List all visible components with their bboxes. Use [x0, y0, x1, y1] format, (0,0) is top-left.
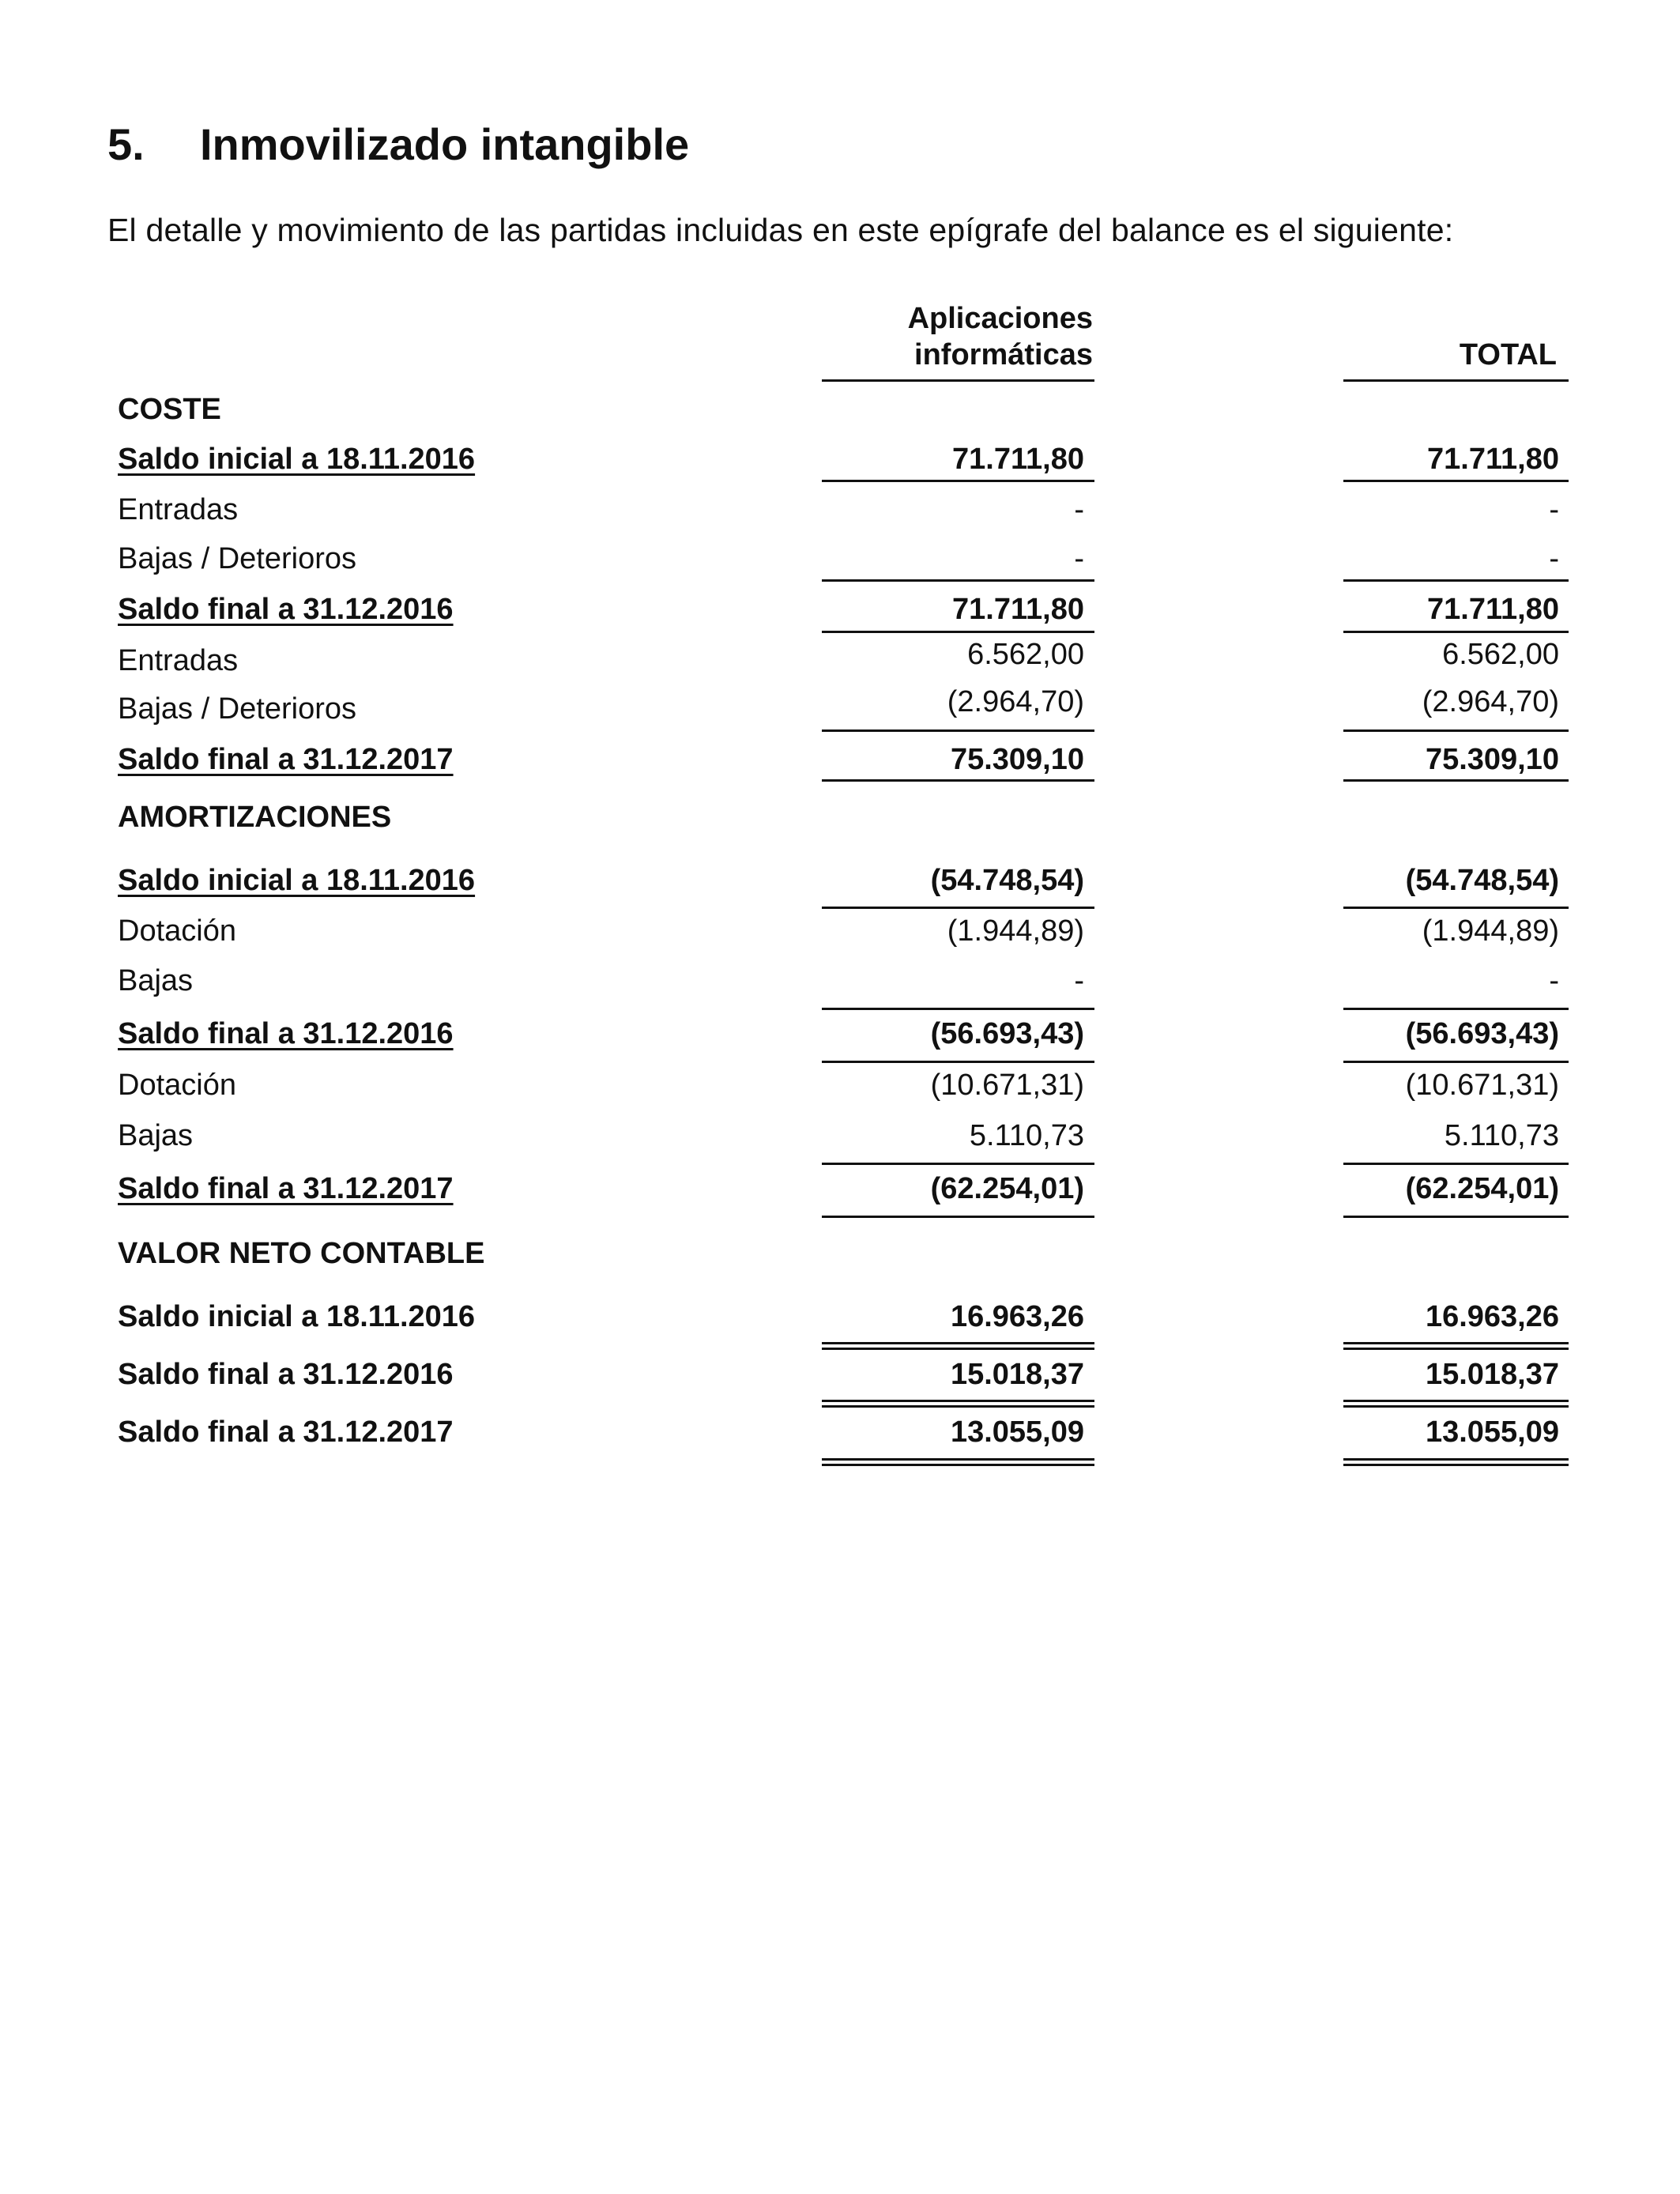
cell-total: 15.018,37 [1425, 1358, 1559, 1391]
row-label: Bajas [118, 1119, 194, 1152]
cell-total: (10.671,31) [1405, 1069, 1559, 1102]
row-label: Saldo inicial a 18.11.2016 [118, 864, 476, 897]
row-rule [822, 579, 1094, 582]
row-double-rule [1343, 1400, 1569, 1408]
row-label: Saldo final a 31.12.2016 [118, 593, 454, 626]
row-rule [1343, 907, 1569, 909]
heading-number: 5. [107, 119, 145, 169]
row-label: Bajas / Deterioros [118, 692, 357, 726]
cell-aplicaciones: 6.562,00 [967, 638, 1084, 671]
row-double-rule [822, 1342, 1094, 1350]
row-rule [1343, 579, 1569, 582]
cell-aplicaciones: (56.693,43) [930, 1017, 1084, 1050]
heading-title: Inmovilizado intangible [200, 119, 690, 169]
row-label: Dotación [118, 914, 236, 948]
row-rule [1343, 480, 1569, 482]
section-coste: COSTE [118, 393, 221, 426]
row-label: Bajas [118, 964, 194, 997]
header-rule [822, 379, 1094, 382]
cell-total: 6.562,00 [1442, 638, 1559, 671]
row-rule [822, 779, 1094, 782]
cell-aplicaciones: 5.110,73 [969, 1119, 1084, 1152]
row-label: Bajas / Deterioros [118, 542, 357, 575]
row-label: Saldo final a 31.12.2017 [118, 1416, 454, 1449]
cell-aplicaciones: 13.055,09 [950, 1416, 1084, 1449]
cell-aplicaciones: (1.944,89) [947, 914, 1084, 948]
row-label: Saldo final a 31.12.2017 [118, 1172, 454, 1205]
row-rule [822, 631, 1094, 633]
row-rule [822, 907, 1094, 909]
column-header-aplicaciones-line2: informáticas [914, 338, 1093, 371]
cell-total: (62.254,01) [1405, 1172, 1559, 1205]
cell-aplicaciones: - [1074, 964, 1084, 997]
row-rule [1343, 1008, 1569, 1010]
cell-total: - [1549, 964, 1559, 997]
cell-total: 13.055,09 [1425, 1416, 1559, 1449]
column-header-aplicaciones-line1: Aplicaciones [907, 302, 1093, 335]
cell-aplicaciones: (2.964,70) [947, 685, 1084, 718]
row-double-rule [822, 1400, 1094, 1408]
row-label: Saldo final a 31.12.2017 [118, 743, 454, 776]
row-rule [822, 1061, 1094, 1063]
cell-aplicaciones: (54.748,54) [930, 864, 1084, 897]
cell-total: 5.110,73 [1444, 1119, 1559, 1152]
row-rule [822, 1008, 1094, 1010]
cell-total: 16.963,26 [1425, 1300, 1559, 1333]
cell-aplicaciones: 71.711,80 [952, 593, 1084, 626]
intro-paragraph: El detalle y movimiento de las partidas incluidas en este epígrafe del balance es el siguiente: [107, 212, 1454, 248]
row-label: Saldo final a 31.12.2016 [118, 1017, 454, 1050]
row-rule [1343, 779, 1569, 782]
row-rule [1343, 631, 1569, 633]
section-valor-neto-contable: VALOR NETO CONTABLE [118, 1237, 485, 1270]
row-double-rule [1343, 1342, 1569, 1350]
cell-total: - [1549, 493, 1559, 526]
row-label: Saldo inicial a 18.11.2016 [118, 1300, 476, 1333]
row-rule [822, 480, 1094, 482]
column-header-total: TOTAL [1459, 338, 1557, 371]
column-header-aplicaciones [822, 300, 1093, 373]
cell-total: (1.944,89) [1422, 914, 1559, 948]
row-label: Entradas [118, 493, 239, 526]
cell-total: 75.309,10 [1425, 743, 1559, 776]
row-label: Entradas [118, 644, 239, 677]
cell-aplicaciones: (10.671,31) [930, 1069, 1084, 1102]
row-label: Dotación [118, 1069, 236, 1102]
row-rule [822, 729, 1094, 732]
cell-total: - [1549, 542, 1559, 575]
cell-total: 71.711,80 [1427, 443, 1559, 476]
cell-aplicaciones: 16.963,26 [950, 1300, 1084, 1333]
cell-aplicaciones: 15.018,37 [950, 1358, 1084, 1391]
row-double-rule [1343, 1458, 1569, 1466]
row-rule [1343, 1163, 1569, 1165]
row-rule [822, 1163, 1094, 1165]
row-label: Saldo inicial a 18.11.2016 [118, 443, 476, 476]
cell-aplicaciones: 75.309,10 [950, 743, 1084, 776]
cell-aplicaciones: (62.254,01) [930, 1172, 1084, 1205]
cell-aplicaciones: 71.711,80 [952, 443, 1084, 476]
cell-total: (56.693,43) [1405, 1017, 1559, 1050]
cell-total: (54.748,54) [1405, 864, 1559, 897]
cell-aplicaciones: - [1074, 493, 1084, 526]
row-rule [822, 1216, 1094, 1218]
cell-total: (2.964,70) [1422, 685, 1559, 718]
row-rule [1343, 729, 1569, 732]
cell-total: 71.711,80 [1427, 593, 1559, 626]
section-amortizaciones: AMORTIZACIONES [118, 801, 392, 834]
row-double-rule [822, 1458, 1094, 1466]
cell-aplicaciones: - [1074, 542, 1084, 575]
row-rule [1343, 1061, 1569, 1063]
page-heading [107, 119, 689, 170]
header-rule [1343, 379, 1569, 382]
row-rule [1343, 1216, 1569, 1218]
row-label: Saldo final a 31.12.2016 [118, 1358, 454, 1391]
